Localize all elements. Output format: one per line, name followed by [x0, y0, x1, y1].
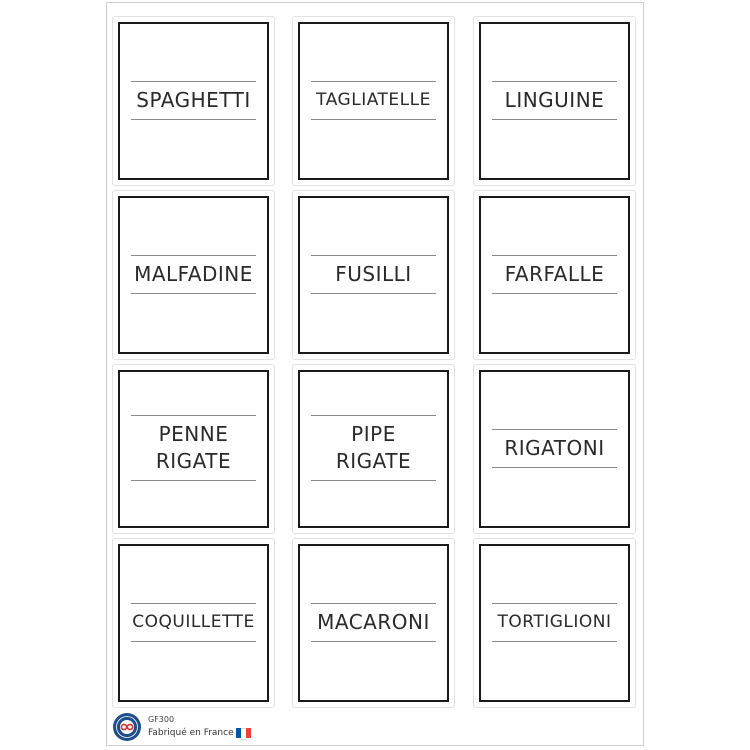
product-code: GF300 — [148, 715, 175, 724]
label-frame — [479, 370, 630, 528]
label-frame — [479, 22, 630, 180]
pasta-name: RIGATE — [335, 449, 412, 473]
bottom-rule — [131, 119, 256, 120]
top-rule — [311, 255, 436, 256]
label-sticker — [112, 364, 275, 534]
label-sticker — [292, 364, 455, 534]
top-rule — [492, 603, 617, 604]
pasta-name: TAGLIATELLE — [316, 89, 431, 110]
label-frame — [298, 370, 449, 528]
label-sticker — [292, 16, 455, 186]
label-sticker — [473, 16, 636, 186]
label-frame — [118, 22, 269, 180]
label-sticker — [473, 538, 636, 708]
bottom-rule — [311, 293, 436, 294]
pasta-name: RIGATONI — [504, 435, 605, 460]
pasta-name: MACARONI — [317, 609, 430, 634]
label-sheet — [106, 2, 644, 746]
bottom-rule — [131, 293, 256, 294]
pasta-name: PIPE — [351, 422, 396, 446]
bottom-rule — [311, 641, 436, 642]
top-rule — [492, 429, 617, 430]
pasta-name: MALFADINE — [134, 261, 253, 286]
label-sticker — [292, 190, 455, 360]
bottom-rule — [492, 293, 617, 294]
label-frame — [479, 544, 630, 702]
top-rule — [311, 81, 436, 82]
pasta-name: FUSILLI — [335, 261, 412, 286]
made-in-label: Fabriqué en France — [148, 728, 234, 738]
pasta-name: LINGUINE — [504, 87, 605, 112]
label-frame — [298, 544, 449, 702]
bottom-rule — [492, 641, 617, 642]
top-rule — [131, 603, 256, 604]
pasta-name: PENNE — [158, 422, 229, 446]
top-rule — [131, 255, 256, 256]
top-rule — [131, 81, 256, 82]
brand-seal-icon — [112, 712, 142, 742]
bottom-rule — [492, 119, 617, 120]
top-rule — [131, 415, 256, 416]
pasta-name: SPAGHETTI — [136, 87, 251, 112]
label-sticker — [473, 364, 636, 534]
bottom-rule — [311, 480, 436, 481]
label-frame — [118, 370, 269, 528]
pasta-name: TORTIGLIONI — [497, 611, 612, 632]
top-rule — [492, 81, 617, 82]
french-flag-icon — [236, 728, 251, 738]
label-frame — [479, 196, 630, 354]
label-sticker — [292, 538, 455, 708]
label-frame — [298, 196, 449, 354]
top-rule — [311, 415, 436, 416]
label-sticker — [112, 16, 275, 186]
pasta-name: COQUILLETTE — [132, 611, 255, 632]
label-frame — [118, 196, 269, 354]
label-sticker — [112, 190, 275, 360]
pasta-name: FARFALLE — [504, 261, 605, 286]
label-frame — [118, 544, 269, 702]
label-sticker — [473, 190, 636, 360]
bottom-rule — [492, 467, 617, 468]
pasta-name: RIGATE — [155, 449, 232, 473]
bottom-rule — [131, 641, 256, 642]
top-rule — [311, 603, 436, 604]
bottom-rule — [131, 480, 256, 481]
bottom-rule — [311, 119, 436, 120]
label-sticker — [112, 538, 275, 708]
top-rule — [492, 255, 617, 256]
label-frame — [298, 22, 449, 180]
